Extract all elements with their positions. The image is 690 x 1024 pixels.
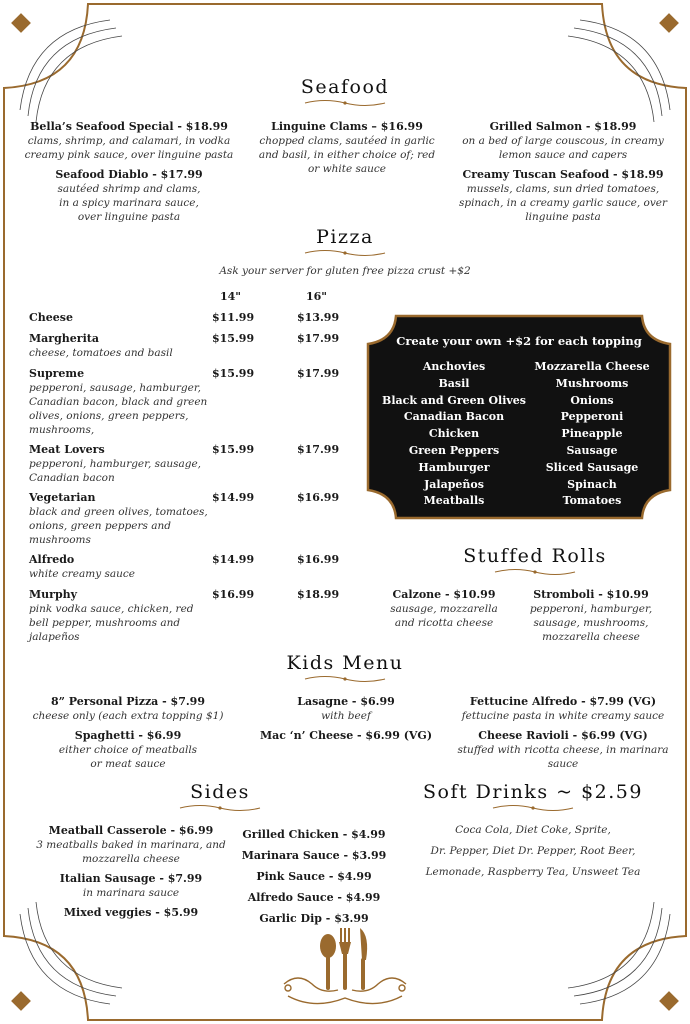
gluten-free-note: Ask your server for gluten free pizza crust +$2 bbox=[219, 265, 471, 277]
price-14: $15.99 bbox=[212, 332, 255, 345]
item-name: Mixed veggies - $5.99 bbox=[63, 906, 199, 919]
item-name: Cheese Ravioli - $6.99 (VG) bbox=[478, 729, 648, 742]
item-desc: pepperoni, sausage, hamburger, Canadian bacon, black and green olives, onions, green peppers, mushrooms, bbox=[29, 382, 208, 436]
drinks-title: Soft Drinks ~ $2.59 bbox=[423, 781, 643, 803]
spoon-icon bbox=[320, 934, 336, 990]
menu-item bbox=[456, 729, 670, 771]
kids-title: Kids Menu bbox=[286, 652, 404, 674]
flourish-ornament bbox=[300, 248, 390, 258]
item-desc: fettucine pasta in white creamy sauce bbox=[461, 710, 665, 722]
item-name: Italian Sausage - $7.99 bbox=[59, 872, 203, 885]
item-desc: in marinara sauce bbox=[82, 887, 180, 899]
price-14: $14.99 bbox=[212, 491, 255, 504]
menu-item bbox=[30, 695, 226, 723]
flourish-ornament bbox=[175, 803, 265, 813]
pizza-row bbox=[29, 491, 209, 547]
item-name: Pink Sauce - $4.99 bbox=[256, 870, 372, 883]
topping: Mozzarella Cheese bbox=[534, 360, 650, 373]
stuffed-rolls-header bbox=[420, 545, 650, 577]
topping: Anchovies bbox=[422, 360, 486, 373]
topping: Chicken bbox=[428, 427, 480, 441]
item-name: Marinara Sauce - $3.99 bbox=[241, 849, 387, 862]
corner-diamond-icon bbox=[11, 991, 31, 1011]
item-name: Lasagne - $6.99 bbox=[297, 695, 395, 708]
drinks-list bbox=[418, 820, 648, 883]
drinks-line: Coca Cola, Diet Coke, Sprite, bbox=[455, 824, 611, 836]
item-desc: chopped clams, sautéed in garlic and basil, in either choice of; red or white sauce bbox=[258, 135, 436, 175]
price-14: $14.99 bbox=[212, 553, 255, 566]
item-desc: on a bed of large couscous, in creamy lemon sauce and capers bbox=[462, 135, 664, 161]
item-name: Fettucine Alfredo - $7.99 (VG) bbox=[469, 695, 657, 708]
size-14-header: 14" bbox=[220, 290, 242, 303]
fork-icon bbox=[339, 928, 351, 990]
price-16: $17.99 bbox=[297, 332, 340, 345]
item-name: Spaghetti - $6.99 bbox=[74, 729, 182, 742]
item-desc: stuffed with ricotta cheese, in marinara sauce bbox=[457, 744, 669, 770]
item-name: Calzone - $10.99 bbox=[392, 588, 496, 601]
item-desc: cheese only (each extra topping $1) bbox=[32, 710, 224, 722]
item-desc: cheese, tomatoes and basil bbox=[29, 347, 173, 359]
menu-item bbox=[36, 872, 226, 900]
item-name: Supreme bbox=[29, 367, 85, 380]
price-16: $16.99 bbox=[297, 553, 340, 566]
item-desc: black and green olives, tomatoes, onions, green peppers and mushrooms bbox=[29, 506, 208, 546]
sides-header bbox=[160, 781, 280, 813]
price-16: $13.99 bbox=[297, 311, 340, 324]
menu-item bbox=[258, 695, 434, 723]
toppings-left bbox=[380, 359, 528, 510]
menu-item bbox=[22, 168, 236, 224]
seafood-col-1 bbox=[22, 120, 236, 230]
flourish-ornament bbox=[300, 98, 390, 108]
pizza-row bbox=[29, 311, 219, 325]
price-16: $18.99 bbox=[297, 588, 340, 601]
item-desc: pepperoni, hamburger, sausage, mushrooms, mozzarella cheese bbox=[529, 603, 653, 643]
topping: Hamburger bbox=[418, 460, 490, 474]
sides-col-1 bbox=[36, 824, 226, 926]
menu-item bbox=[458, 120, 668, 162]
topping: Meatballs bbox=[423, 494, 485, 508]
drinks-line: Dr. Pepper, Diet Dr. Pepper, Root Beer, bbox=[430, 845, 636, 857]
item-name: Murphy bbox=[29, 588, 78, 601]
size-16-header: 16" bbox=[306, 290, 328, 303]
item-name: Alfredo bbox=[29, 553, 75, 566]
menu-item bbox=[256, 120, 438, 176]
pizza-row bbox=[29, 332, 219, 360]
topping: Black and Green Olives bbox=[382, 393, 526, 407]
item-name: Stromboli - $10.99 bbox=[533, 588, 649, 601]
topping: Tomatoes bbox=[562, 494, 622, 508]
menu-item bbox=[30, 729, 226, 771]
topping: Sliced Sausage bbox=[545, 460, 639, 474]
knife-icon bbox=[360, 928, 367, 990]
item-name: Bella’s Seafood Special - $18.99 bbox=[30, 120, 228, 133]
pizza-row bbox=[29, 443, 219, 485]
flourish-ornament bbox=[300, 674, 390, 684]
topping: Pineapple bbox=[561, 427, 623, 441]
topping: Jalapeños bbox=[424, 477, 484, 491]
pizza-row bbox=[29, 553, 219, 581]
pizza-title: Pizza bbox=[316, 226, 374, 248]
item-name: Alfredo Sauce - $4.99 bbox=[247, 891, 381, 904]
menu-item bbox=[258, 729, 434, 743]
utensils-ornament bbox=[278, 924, 412, 1008]
item-name: Grilled Chicken - $4.99 bbox=[242, 828, 386, 841]
topping: Onions bbox=[570, 393, 614, 407]
item-desc: sautéed shrimp and clams, in a spicy marinara sauce, over linguine pasta bbox=[57, 183, 201, 223]
item-name: Garlic Dip - $3.99 bbox=[259, 912, 369, 925]
price-16: $17.99 bbox=[297, 443, 340, 456]
item-name: Vegetarian bbox=[29, 491, 96, 504]
drinks-header bbox=[420, 781, 646, 813]
item-desc: mussels, clams, sun dried tomatoes, spinach, in a creamy garlic sauce, over linguine pasta bbox=[458, 183, 668, 223]
seafood-title: Seafood bbox=[300, 76, 390, 98]
item-name: Grilled Salmon - $18.99 bbox=[489, 120, 637, 133]
price-14: $16.99 bbox=[212, 588, 255, 601]
menu-item bbox=[458, 168, 668, 224]
topping: Mushrooms bbox=[555, 376, 629, 390]
price-14: $11.99 bbox=[212, 311, 255, 324]
stuffed-rolls-title: Stuffed Rolls bbox=[463, 545, 607, 567]
box-content bbox=[366, 314, 672, 520]
toppings-right bbox=[526, 359, 658, 510]
flourish-ornament bbox=[490, 567, 580, 577]
pizza-header bbox=[245, 226, 445, 258]
item-desc: with beef bbox=[321, 710, 371, 722]
topping: Canadian Bacon bbox=[403, 410, 505, 424]
item-name: Meat Lovers bbox=[29, 443, 105, 456]
item-name: Creamy Tuscan Seafood - $18.99 bbox=[462, 168, 664, 181]
kids-col-3 bbox=[456, 695, 670, 777]
stuffed-roll-item bbox=[382, 588, 506, 630]
price-16: $17.99 bbox=[297, 367, 340, 380]
stuffed-roll-item bbox=[526, 588, 656, 644]
topping: Sausage bbox=[566, 443, 618, 457]
cyo-title: Create your own +$2 for each topping bbox=[396, 334, 642, 348]
item-desc: sausage, mozzarella and ricotta cheese bbox=[390, 603, 498, 629]
price-14: $15.99 bbox=[212, 443, 255, 456]
menu-item bbox=[36, 824, 226, 866]
kids-col-2 bbox=[258, 695, 434, 749]
item-desc: clams, shrimp, and calamari, in vodka creamy pink sauce, over linguine pasta bbox=[24, 135, 234, 161]
corner-diamond-icon bbox=[11, 13, 31, 33]
corner-diamond-icon bbox=[659, 13, 679, 33]
drinks-line: Lemonade, Raspberry Tea, Unsweet Tea bbox=[425, 866, 641, 878]
pizza-row bbox=[29, 588, 199, 644]
item-name: Cheese bbox=[29, 311, 73, 324]
seafood-col-3 bbox=[458, 120, 668, 230]
topping: Green Peppers bbox=[408, 443, 500, 457]
menu-item bbox=[456, 695, 670, 723]
topping: Spinach bbox=[567, 477, 617, 491]
item-name: Mac ‘n’ Cheese - $6.99 (VG) bbox=[259, 729, 433, 742]
price-16: $16.99 bbox=[297, 491, 340, 504]
kids-header bbox=[245, 652, 445, 684]
item-name: Margherita bbox=[29, 332, 99, 345]
item-name: Meatball Casserole - $6.99 bbox=[48, 824, 214, 837]
topping: Basil bbox=[438, 376, 470, 390]
price-14: $15.99 bbox=[212, 367, 255, 380]
create-your-own-box bbox=[366, 314, 672, 520]
item-name: 8” Personal Pizza - $7.99 bbox=[51, 695, 205, 708]
flourish-ornament bbox=[488, 803, 578, 813]
menu-item bbox=[36, 906, 226, 920]
kids-col-1 bbox=[30, 695, 226, 777]
seafood-header bbox=[245, 76, 445, 108]
item-name: Seafood Diablo - $17.99 bbox=[55, 168, 203, 181]
seafood-col-2 bbox=[256, 120, 438, 182]
item-name: Linguine Clams – $16.99 bbox=[271, 120, 423, 133]
item-desc: white creamy sauce bbox=[29, 568, 135, 580]
pizza-row bbox=[29, 367, 219, 437]
sides-col-2 bbox=[232, 824, 396, 929]
item-desc: pink vodka sauce, chicken, red bell pepper, mushrooms and jalapeños bbox=[29, 603, 194, 643]
item-desc: 3 meatballs baked in marinara, and mozzarella cheese bbox=[36, 839, 226, 865]
sides-title: Sides bbox=[190, 781, 250, 803]
topping: Pepperoni bbox=[560, 410, 624, 424]
item-desc: pepperoni, hamburger, sausage, Canadian bacon bbox=[29, 458, 202, 484]
menu-item bbox=[22, 120, 236, 162]
item-desc: either choice of meatballs or meat sauce bbox=[58, 744, 198, 770]
corner-diamond-icon bbox=[659, 991, 679, 1011]
